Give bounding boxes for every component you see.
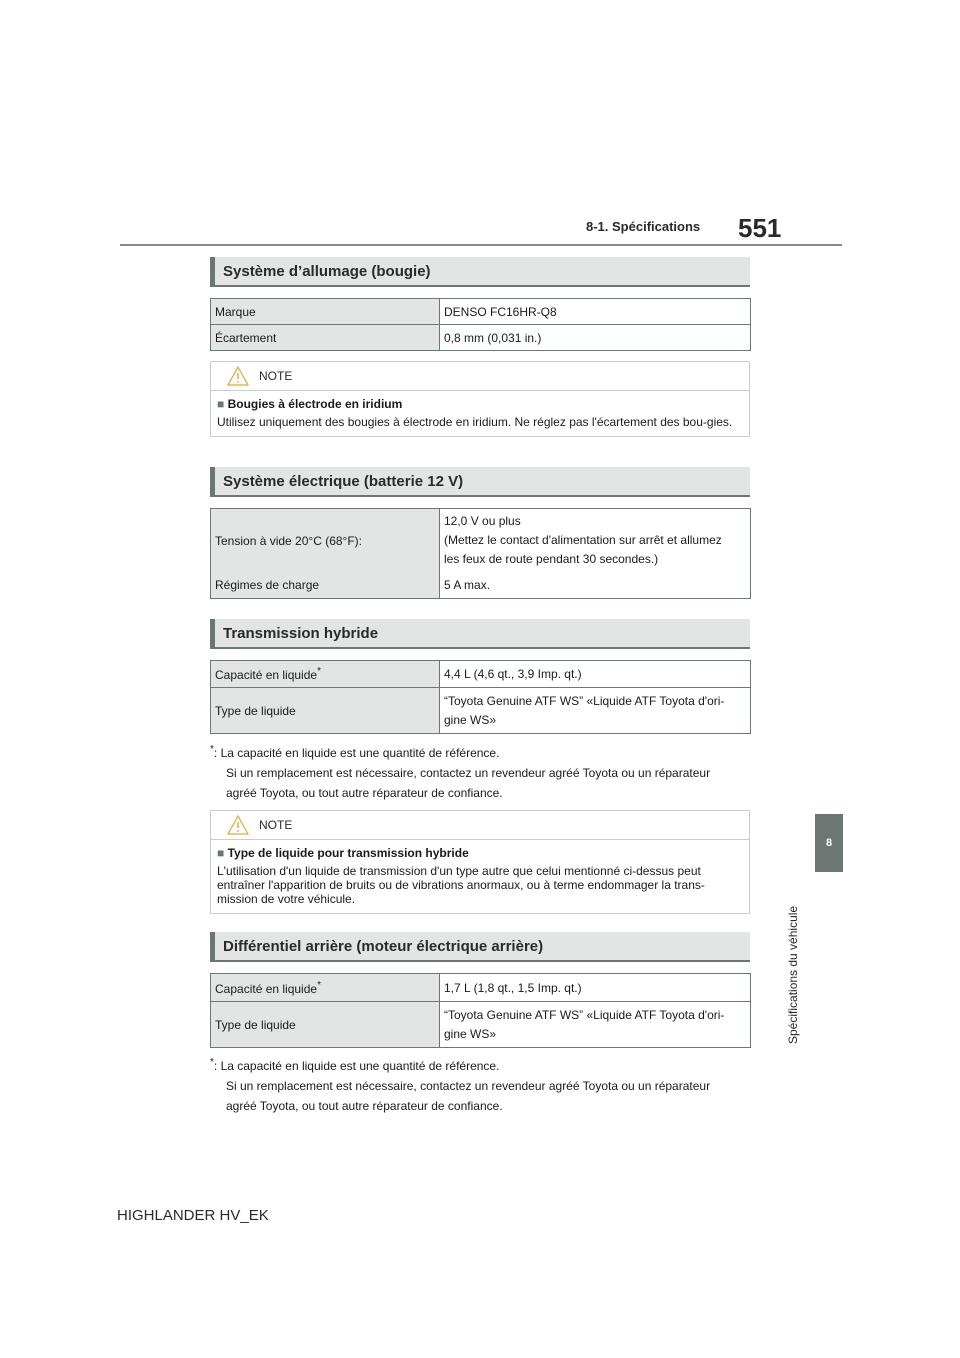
table-row: [211, 688, 751, 734]
tension-line: 12,0 V ou plus: [444, 514, 521, 529]
transmission-capacity-value: 4,4 L (4,6 qt., 3,9 Imp. qt.): [440, 661, 751, 688]
differential-table: [210, 973, 751, 1048]
footnote-text: : La capacité en liquide est une quantité de référence.: [213, 1059, 500, 1073]
section-transmission-title: Transmission hybride: [223, 625, 379, 642]
note-subtitle: [217, 397, 743, 411]
transmission-table: [210, 660, 751, 734]
table-row: [211, 1002, 751, 1048]
type-line: gine WS»: [444, 1026, 497, 1041]
footnote-line: Si un remplacement est nécessaire, contactez un revendeur agréé Toyota ou un réparateur: [226, 1079, 711, 1093]
bullet-square-icon: ■: [217, 397, 225, 411]
footnote-mark: *: [317, 979, 321, 991]
note-body: [211, 840, 749, 913]
chapter-tab[interactable]: 8: [815, 814, 843, 872]
section-electrical-heading: [210, 467, 750, 497]
table-row: [211, 299, 751, 325]
note-text: Utilisez uniquement des bougies à électrode en iridium. Ne réglez pas l'écartement des bou-gies.: [217, 415, 733, 429]
footnote-line: Si un remplacement est nécessaire, contactez un revendeur agréé Toyota ou un réparateur: [226, 766, 711, 780]
chapter-title-text: Spécifications du véhicule: [786, 905, 800, 1044]
differential-capacity-label: [211, 974, 440, 1002]
footnote-line: [210, 1053, 755, 1076]
ignition-brand-label: Marque: [211, 299, 440, 325]
label-text: Capacité en liquide: [215, 668, 318, 682]
section-label: 8-1. Spécifications: [586, 219, 701, 234]
transmission-type-value: [440, 688, 751, 734]
note-text: L'utilisation d'un liquide de transmission d'un type autre que celui mentionné ci-dessus peut entraîner l'apparition de bruits ou de vibrations anormaux, ou à terme endommager la trans-mission de votre véhicule.: [217, 864, 705, 906]
footnote-text: : La capacité en liquide est une quantité de référence.: [213, 746, 500, 760]
model-name: HIGHLANDER HV_EK: [117, 1207, 269, 1224]
footnote-mark: *: [317, 666, 321, 677]
table-row: [211, 974, 751, 1002]
note-header: [211, 811, 749, 840]
footnote-transmission: [210, 740, 755, 803]
header-rule: [120, 244, 842, 246]
note-body: [211, 391, 749, 436]
tension-line: les feux de route pendant 30 secondes.): [444, 552, 659, 567]
note-header: [211, 362, 749, 391]
note-label: NOTE: [259, 369, 293, 383]
section-electrical-title: Système électrique (batterie 12 V): [223, 473, 464, 490]
section-ignition-title: Système d’allumage (bougie): [223, 263, 431, 280]
warning-triangle-icon: [227, 815, 249, 835]
table-row: [211, 573, 751, 599]
footnote-line: [210, 740, 755, 763]
footnote-mark: *: [210, 744, 214, 755]
section-ignition-heading: [210, 257, 750, 287]
charge-value: 5 A max.: [440, 573, 751, 599]
note-subtitle-text: Bougies à électrode en iridium: [227, 397, 403, 411]
charge-label: Régimes de charge: [211, 573, 440, 599]
tension-line: (Mettez le contact d'alimentation sur arrêt et allumez: [444, 533, 722, 548]
section-differential-title: Différentiel arrière (moteur électrique arrière): [223, 938, 544, 955]
page-number: 551: [738, 213, 782, 243]
ignition-brand-value: DENSO FC16HR-Q8: [440, 299, 751, 325]
transmission-type-label: Type de liquide: [211, 688, 440, 734]
label-text: Capacité en liquide: [215, 981, 318, 996]
differential-type-label: Type de liquide: [211, 1002, 440, 1048]
note-subtitle-text: Type de liquide pour transmission hybride: [227, 846, 469, 860]
footnote-line: agréé Toyota, ou tout autre réparateur de confiance.: [226, 1099, 503, 1113]
tension-value: [440, 509, 751, 573]
section-transmission-heading: [210, 619, 750, 649]
differential-type-value: [440, 1002, 751, 1048]
table-row: [211, 325, 751, 351]
note-label: NOTE: [259, 818, 293, 832]
ignition-gap-value: 0,8 mm (0,031 in.): [440, 325, 751, 351]
bullet-square-icon: ■: [217, 846, 225, 860]
chapter-title: [786, 884, 802, 1044]
tension-label: Tension à vide 20°C (68°F):: [211, 509, 440, 573]
warning-triangle-icon: [227, 366, 249, 386]
note-iridium: [210, 361, 750, 437]
note-transmission-fluid: [210, 810, 750, 914]
footnote-mark: *: [210, 1057, 214, 1068]
section-differential-heading: [210, 932, 750, 962]
type-line: gine WS»: [444, 712, 497, 727]
footnote-line: agréé Toyota, ou tout autre réparateur de confiance.: [226, 786, 503, 800]
transmission-capacity-label: [211, 661, 440, 688]
footnote-differential: [210, 1053, 755, 1116]
type-line: “Toyota Genuine ATF WS” «Liquide ATF Toyota d'ori-: [444, 693, 725, 708]
ignition-gap-label: Écartement: [211, 325, 440, 351]
table-row: [211, 661, 751, 688]
note-subtitle: [217, 846, 743, 860]
electrical-table: [210, 508, 751, 599]
differential-capacity-value: 1,7 L (1,8 qt., 1,5 Imp. qt.): [440, 974, 751, 1002]
table-row: [211, 509, 751, 573]
ignition-table: [210, 298, 751, 351]
type-line: “Toyota Genuine ATF WS” «Liquide ATF Toyota d'ori-: [444, 1007, 725, 1022]
